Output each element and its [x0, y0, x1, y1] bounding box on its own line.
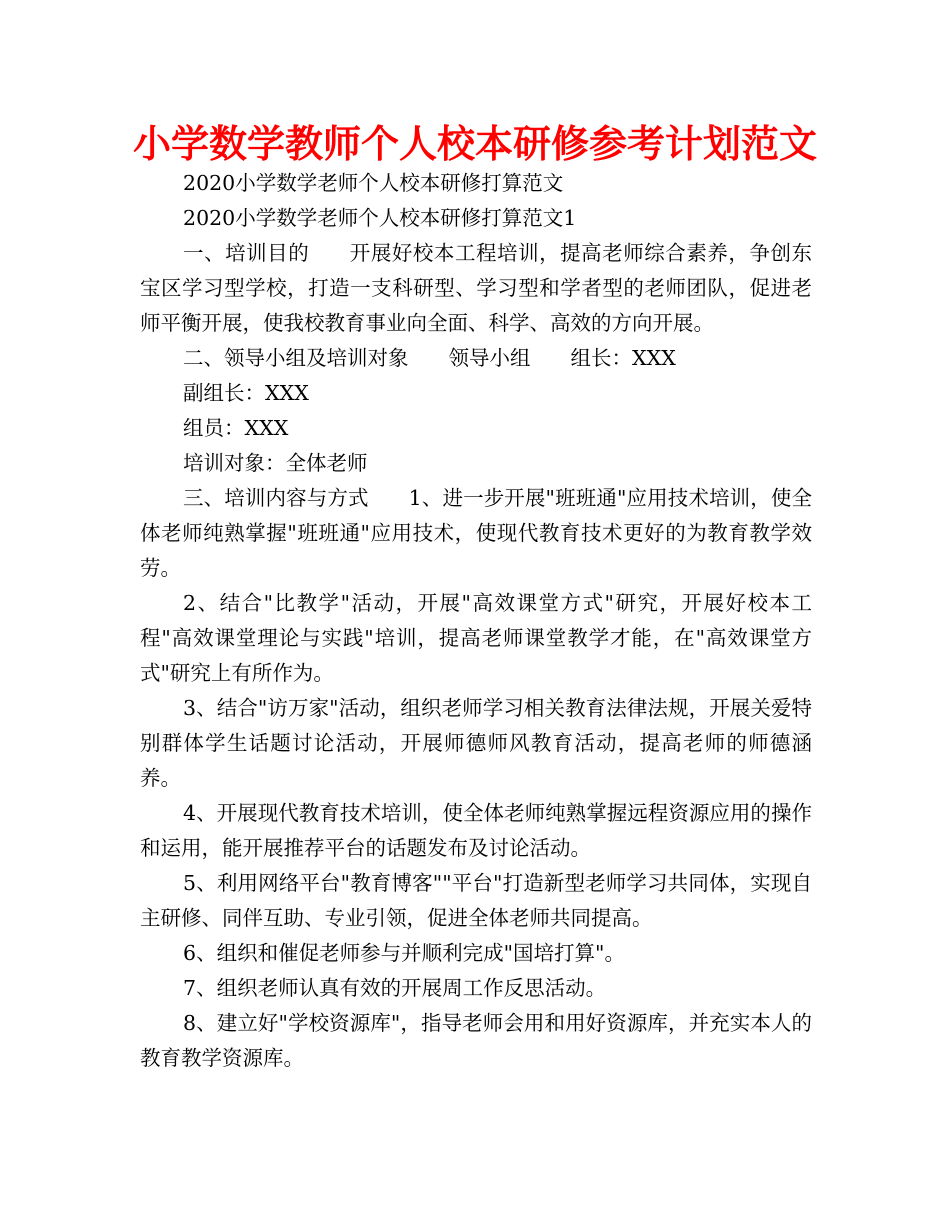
paragraph-text: 副组长：XXX: [183, 381, 309, 405]
paragraph: [140, 376, 812, 411]
paragraph: [140, 481, 812, 586]
paragraph-text: 2、结合"比教学"活动，开展"高效课堂方式"研究，开展好校本工程"高效课堂理论与实践"培训，提高老师课堂教学才能，在"高效课堂方式"研究上有所作为。: [140, 591, 812, 685]
section-heading: 三、培训内容与方式: [183, 486, 369, 510]
paragraph-text: 3、结合"访万家"活动，组织老师学习相关教育法律法规，开展关爱特别群体学生话题讨论活动，开展师德师风教育活动，提高老师的师德涵养。: [140, 696, 812, 790]
document-title: 小学数学教师个人校本研修参考计划范文: [132, 122, 817, 166]
paragraph: [140, 201, 812, 236]
paragraph: [140, 411, 812, 446]
paragraph-text: 4、开展现代教育技术培训，使全体老师纯熟掌握远程资源应用的操作和运用，能开展推荐平台的话题发布及讨论活动。: [140, 801, 812, 860]
paragraph: [140, 236, 812, 341]
paragraph-text: 领导小组: [448, 346, 531, 370]
paragraph: [140, 166, 812, 201]
paragraph-text: 组长：XXX: [570, 346, 676, 370]
paragraph-text: 开展好校本工程培训，提高老师综合素养，争创东宝区学习型学校，打造一支科研型、学习型和学者型的老师团队，促进老师平衡开展，使我校教育事业向全面、科学、高效的方向开展。: [140, 241, 813, 335]
section-heading: 一、培训目的: [183, 241, 310, 265]
paragraph-text: 1、进一步开展"班班通"应用技术培训，使全体老师纯熟掌握"班班通"应用技术，使现代教育技术更好的为教育教学效劳。: [140, 486, 813, 580]
paragraph-text: 2020小学数学老师个人校本研修打算范文: [183, 171, 564, 195]
document-body: [140, 166, 812, 1076]
paragraph: [140, 446, 812, 481]
section-heading: 二、领导小组及培训对象: [183, 346, 409, 370]
paragraph: [140, 866, 812, 936]
paragraph: [140, 796, 812, 866]
paragraph-text: 5、利用网络平台"教育博客""平台"打造新型老师学习共同体，实现自主研修、同伴互助、专业引领，促进全体老师共同提高。: [140, 871, 812, 930]
paragraph: [140, 936, 812, 971]
paragraph: [140, 341, 812, 376]
paragraph-text: 培训对象：全体老师: [183, 451, 368, 475]
paragraph: [140, 1006, 812, 1076]
paragraph-text: 8、建立好"学校资源库"，指导老师会用和用好资源库，并充实本人的教育教学资源库。: [140, 1011, 812, 1070]
paragraph: [140, 691, 812, 796]
paragraph-text: 组员：XXX: [183, 416, 289, 440]
paragraph-text: 2020小学数学老师个人校本研修打算范文1: [183, 206, 577, 230]
paragraph-text: 7、组织老师认真有效的开展周工作反思活动。: [183, 976, 607, 1000]
paragraph-text: 6、组织和催促老师参与并顺利完成"国培打算"。: [183, 941, 625, 965]
paragraph: [140, 586, 812, 691]
paragraph: [140, 971, 812, 1006]
